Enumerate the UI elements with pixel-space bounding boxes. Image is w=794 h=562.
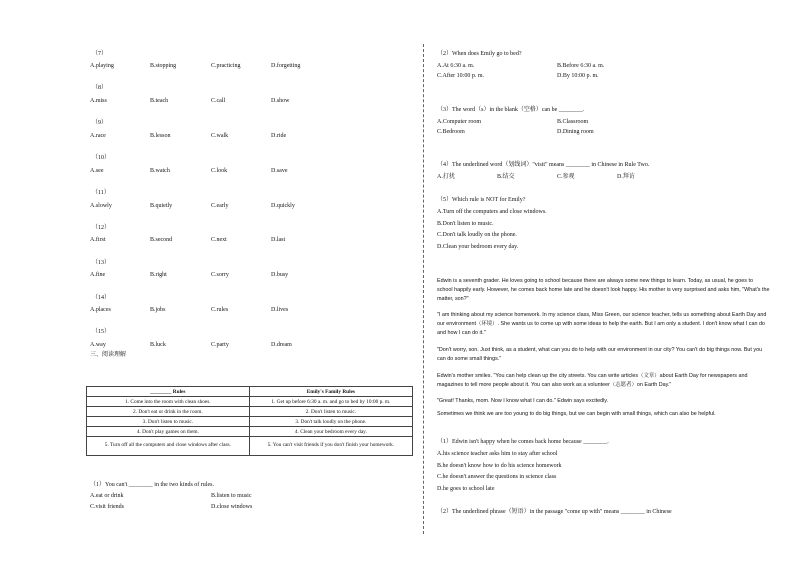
option-c: C.look xyxy=(211,168,228,174)
question-stem: （2）The underlined phrase（短语）in the passage "come up with" means ________ in Chinese xyxy=(437,509,672,515)
option-d: D.show xyxy=(271,98,290,104)
option-c: C.practicing xyxy=(211,63,241,69)
option-b: B.he doesn't know how to do his science homework xyxy=(437,463,562,469)
question-number: （13） xyxy=(92,260,111,266)
question-stem: （3）The word（s）in the blank（空格）can be ________. xyxy=(437,107,585,113)
question-stem: （1）You can't ________ in the two kinds of rules. xyxy=(90,482,214,488)
question-number: （8） xyxy=(92,85,108,91)
table-row xyxy=(87,427,413,437)
option-a: A.his science teacher asks him to stay after school xyxy=(437,451,558,457)
option-c: C.After 10:00 p. m. xyxy=(437,73,484,79)
option-a: A.places xyxy=(90,307,111,313)
table-header: Emily's Family Rules xyxy=(249,387,412,397)
option-b: B.watch xyxy=(150,168,170,174)
table-cell: 4. Clean your bedroom every day. xyxy=(249,427,412,437)
option-a: A.miss xyxy=(90,98,107,104)
question-number: （11） xyxy=(92,190,110,196)
option-b: B.listen to music xyxy=(211,493,252,499)
option-c: C.Don't talk loudly on the phone. xyxy=(437,232,517,238)
option-d: D.ride xyxy=(271,133,287,139)
option-b: B.Don't listen to music. xyxy=(437,221,494,227)
question-stem: （1）Edwin isn't happy when he comes back home because ________. xyxy=(437,439,609,445)
option-a: A.Computer room xyxy=(437,119,481,125)
table-row xyxy=(87,417,413,427)
option-a: A.打扰 xyxy=(437,174,455,180)
option-a: A.race xyxy=(90,133,106,139)
option-a: A.slowly xyxy=(90,203,112,209)
option-b: B.stopping xyxy=(150,63,177,69)
option-b: B.right xyxy=(150,272,167,278)
option-a: A.fine xyxy=(90,272,106,278)
question-number: （15） xyxy=(92,329,111,335)
question-number: （10） xyxy=(92,155,111,161)
rules-table xyxy=(86,386,413,456)
table-cell: 3. Don't listen to music. xyxy=(87,417,250,427)
option-d: D.last xyxy=(271,237,286,243)
option-b: B.结交 xyxy=(497,174,515,180)
option-c: C.Bedroom xyxy=(437,129,465,135)
table-row xyxy=(87,407,413,417)
option-c: C.party xyxy=(211,342,229,348)
table-cell: 2. Don't listen to music. xyxy=(249,407,412,417)
option-d: D.dream xyxy=(271,342,292,348)
question-number: （7） xyxy=(92,51,108,57)
option-a: A.At 6:30 a. m. xyxy=(437,63,475,69)
option-b: B.jobs xyxy=(150,307,166,313)
option-d: D.拜访 xyxy=(617,174,635,180)
option-d: D.close windows xyxy=(211,504,253,510)
table-header: ________ Rules xyxy=(87,387,250,397)
column-divider xyxy=(423,44,424,534)
section-heading: 三、阅读理解 xyxy=(90,352,127,358)
option-d: D.forgetting xyxy=(271,63,301,69)
passage-paragraph: "Don't worry, son. Just think, as a student, what can you do to help with our environment in our city? You can't do big things now. But you can do some small things." xyxy=(437,347,763,362)
option-b: B.quietly xyxy=(150,203,173,209)
table-cell: 1. Come into the room with clean shoes. xyxy=(87,397,250,407)
table-row xyxy=(87,397,413,407)
option-a: A.way xyxy=(90,342,106,348)
option-a: A.eat or drink xyxy=(90,493,124,499)
option-b: B.teach xyxy=(150,98,169,104)
table-cell: 3. Don't talk loudly on the phone. xyxy=(249,417,412,427)
table-cell: 5. You can't visit friends if you don't finish your homework. xyxy=(249,437,412,456)
question-stem: （2）When does Emily go to bed? xyxy=(437,51,522,57)
option-c: C.rules xyxy=(211,307,229,313)
option-d: D.Dining room xyxy=(557,129,594,135)
table-row xyxy=(87,437,413,456)
option-d: D.Clean your bedroom every day. xyxy=(437,244,519,250)
question-number: （12） xyxy=(92,225,111,231)
option-b: B.luck xyxy=(150,342,166,348)
option-c: C.sorry xyxy=(211,272,229,278)
question-number: （14） xyxy=(92,295,111,301)
option-a: A.Turn off the computers and close windows. xyxy=(437,209,547,215)
option-d: D.lives xyxy=(271,307,289,313)
table-cell: 5. Turn off all the computers and close windows after class. xyxy=(87,437,250,456)
option-c: C.walk xyxy=(211,133,229,139)
option-d: D.he goes to school late xyxy=(437,486,495,492)
option-a: A.playing xyxy=(90,63,114,69)
table-cell: 2. Don't eat or drink in the room. xyxy=(87,407,250,417)
option-c: C.call xyxy=(211,98,226,104)
option-b: B.Before 6:30 a. m. xyxy=(557,63,605,69)
option-c: C.early xyxy=(211,203,229,209)
option-d: D.busy xyxy=(271,272,289,278)
passage-paragraph: Edwin is a seventh grader. He loves going to school because there are always some new things to learn. Today, as usual, he goes to school happily early. However, he comes back home late and he doesn't look happy. His mother is very surprised and asks him, "What's the matter, son?" xyxy=(437,278,770,302)
option-a: A.see xyxy=(90,168,104,174)
question-number: （9） xyxy=(92,120,108,126)
option-b: B.Classroom xyxy=(557,119,589,125)
option-a: A.first xyxy=(90,237,106,243)
passage-paragraph: Edwin's mother smiles. "You can help clean up the city streets. You can write articles（文章）about Earth Day for newspapers and magazines to tell more people about it. You can also work as a volunteer（志愿者）on Earth Day." xyxy=(437,373,748,388)
table-cell: 4. Don't play games on them. xyxy=(87,427,250,437)
option-c: C.visit friends xyxy=(90,504,124,510)
option-c: C.参观 xyxy=(557,174,575,180)
option-d: D.By 10:00 p. m. xyxy=(557,73,599,79)
option-c: C.he doesn't answer the questions in science class xyxy=(437,474,557,480)
passage-paragraph: Sometimes we think we are too young to do big things, but we can begin with small things, which can also be helpful. xyxy=(437,411,716,417)
passage-paragraph: "I am thinking about my science homework. In my science class, Miss Green, our science teacher, tells us something about Earth Day and our environment（环境）. She wants us to come up with some ideas to help the earth. But I am only a student. I don't know what I can do and how I can do it." xyxy=(437,312,767,336)
option-d: D.quickly xyxy=(271,203,295,209)
option-b: B.second xyxy=(150,237,173,243)
option-d: D.save xyxy=(271,168,288,174)
table-cell: 1. Get up before 6:30 a. m. and go to bed by 10:00 p. m. xyxy=(249,397,412,407)
option-c: C.next xyxy=(211,237,227,243)
passage-paragraph: "Great! Thanks, mom. Now I know what I can do." Edwin says excitedly. xyxy=(437,398,609,404)
option-b: B.lesson xyxy=(150,133,171,139)
question-stem: （5）Which rule is NOT for Emily? xyxy=(437,197,526,203)
question-stem: （4）The underlined word（划线词）"visit" means ________ in Chinese in Rule Two. xyxy=(437,162,650,168)
